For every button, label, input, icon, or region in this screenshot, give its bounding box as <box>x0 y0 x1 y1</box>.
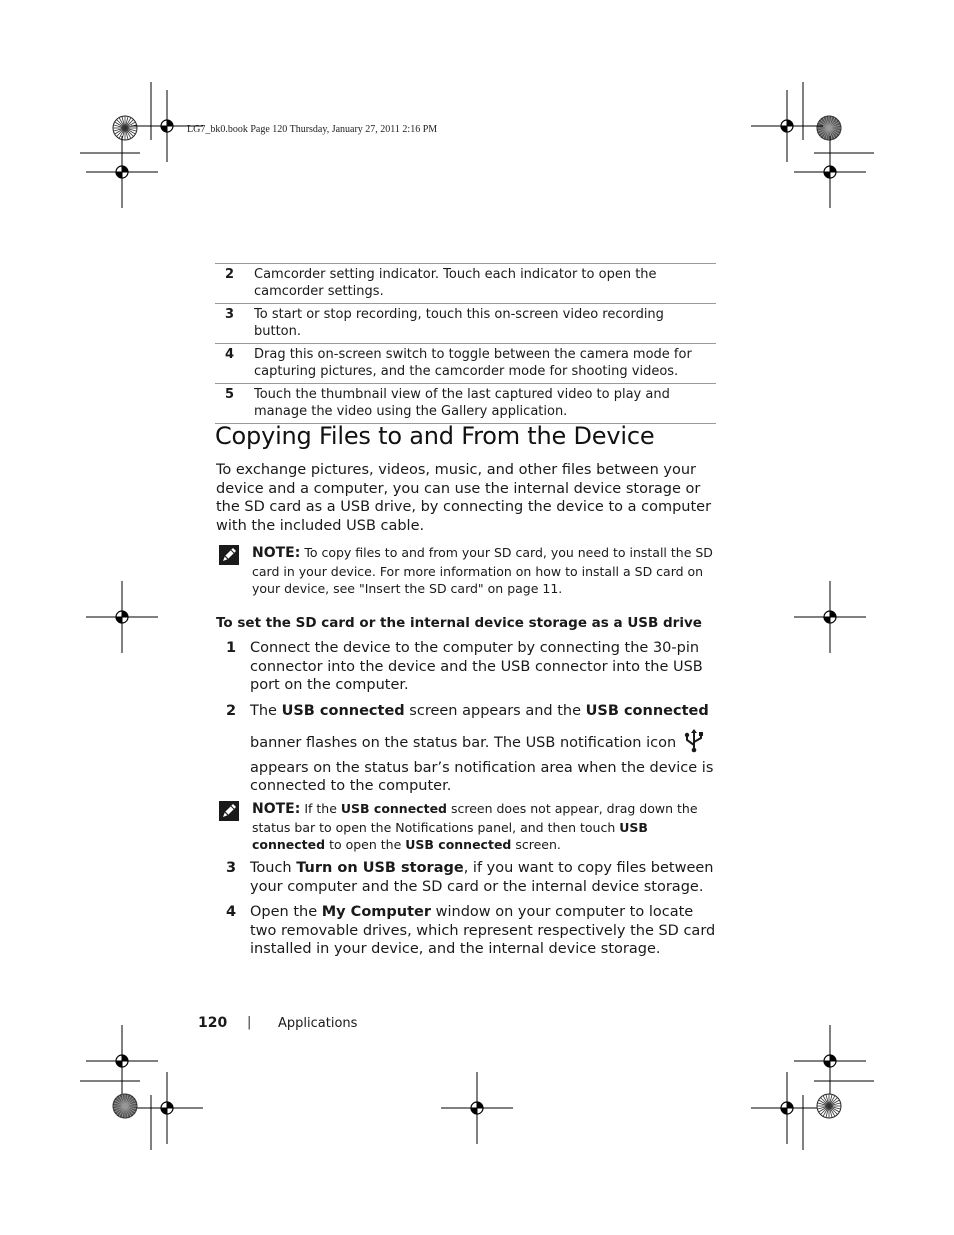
step-number: 1 <box>226 640 237 656</box>
step-text: screen appears and the <box>404 703 586 719</box>
step-text: Open the <box>250 904 322 920</box>
step-number: 3 <box>226 860 237 876</box>
note-text: to open the <box>325 837 406 852</box>
step-text: Connect the device to the computer by connecting the 30-pin connector into the device and the USB connector into the USB port on the computer. <box>250 640 703 693</box>
ui-term: USB connected <box>405 837 512 852</box>
step-3 <box>216 859 716 896</box>
ui-term: USB connected <box>340 801 447 816</box>
footer-section: Applications <box>278 1016 358 1031</box>
row-text: Drag this on-screen switch to toggle between the camera mode for capturing pictures, and the camcorder mode for shooting videos. <box>254 347 692 379</box>
table-row <box>215 344 716 384</box>
callout-table <box>215 263 716 424</box>
note-pencil-icon <box>218 544 252 598</box>
row-number: 3 <box>225 307 235 322</box>
intro-paragraph: To exchange pictures, videos, music, and other files between your device and a computer, you can use the internal device storage or the SD card as a USB drive, by connecting the device to a computer with the included USB cable. <box>216 462 712 534</box>
step-text: The <box>250 703 282 719</box>
row-number: 2 <box>225 267 235 282</box>
ui-term: My Computer <box>321 904 432 920</box>
step-2-continued <box>250 727 716 796</box>
row-number: 4 <box>225 347 235 362</box>
footer-separator: | <box>247 1015 252 1030</box>
note-text: screen. <box>511 837 561 852</box>
step-2 <box>216 702 716 721</box>
table-row <box>215 304 716 344</box>
note-label: NOTE: <box>252 801 301 817</box>
ui-term: USB connected <box>585 703 709 719</box>
step-4 <box>216 903 716 959</box>
row-text: Camcorder setting indicator. Touch each indicator to open the camcorder settings. <box>254 267 657 299</box>
page-number: 120 <box>198 1015 228 1031</box>
step-text: Touch <box>250 860 297 876</box>
ui-term: USB connected <box>281 703 405 719</box>
step-1 <box>216 639 716 695</box>
ui-term: USB connected <box>252 819 648 852</box>
table-row <box>215 384 716 424</box>
row-text: Touch the thumbnail view of the last captured video to play and manage the video using the Gallery application. <box>254 387 670 419</box>
step-text: , if you want to copy files between your computer and the SD card or the internal device storage. <box>250 860 714 895</box>
note-block <box>218 544 716 598</box>
row-text: To start or stop recording, touch this on-screen video recording button. <box>254 307 664 339</box>
step-text: appears on the status bar’s notification area when the device is connected to the computer. <box>250 759 714 794</box>
note-text: To copy files to and from your SD card, you need to install the SD card in your device. For more information on how to install a SD card on your device, see "Insert the SD card" on page 11. <box>252 545 713 596</box>
procedure-heading: To set the SD card or the internal device storage as a USB drive <box>216 615 702 631</box>
note-pencil-icon <box>218 800 252 854</box>
step-number: 4 <box>226 904 237 920</box>
row-number: 5 <box>225 387 235 402</box>
ui-term: Turn on USB storage <box>296 860 464 876</box>
section-title: Copying Files to and From the Device <box>215 422 655 450</box>
step-number: 2 <box>226 703 237 719</box>
table-row <box>215 264 716 304</box>
usb-trident-icon <box>683 727 705 759</box>
note-label: NOTE: <box>252 545 301 561</box>
step-text: banner flashes on the status bar. The USB notification icon <box>250 734 677 751</box>
note-text: If the <box>300 801 341 816</box>
note-block <box>218 800 716 854</box>
print-header: LG7_bk0.book Page 120 Thursday, January 27, 2011 2:16 PM <box>187 124 438 135</box>
note-text: screen does not appear, drag down the status bar to open the Notifications panel, and then touch <box>252 801 698 835</box>
step-text: window on your computer to locate two removable drives, which represent respectively the SD card installed in your device, and the internal device storage. <box>250 904 716 957</box>
